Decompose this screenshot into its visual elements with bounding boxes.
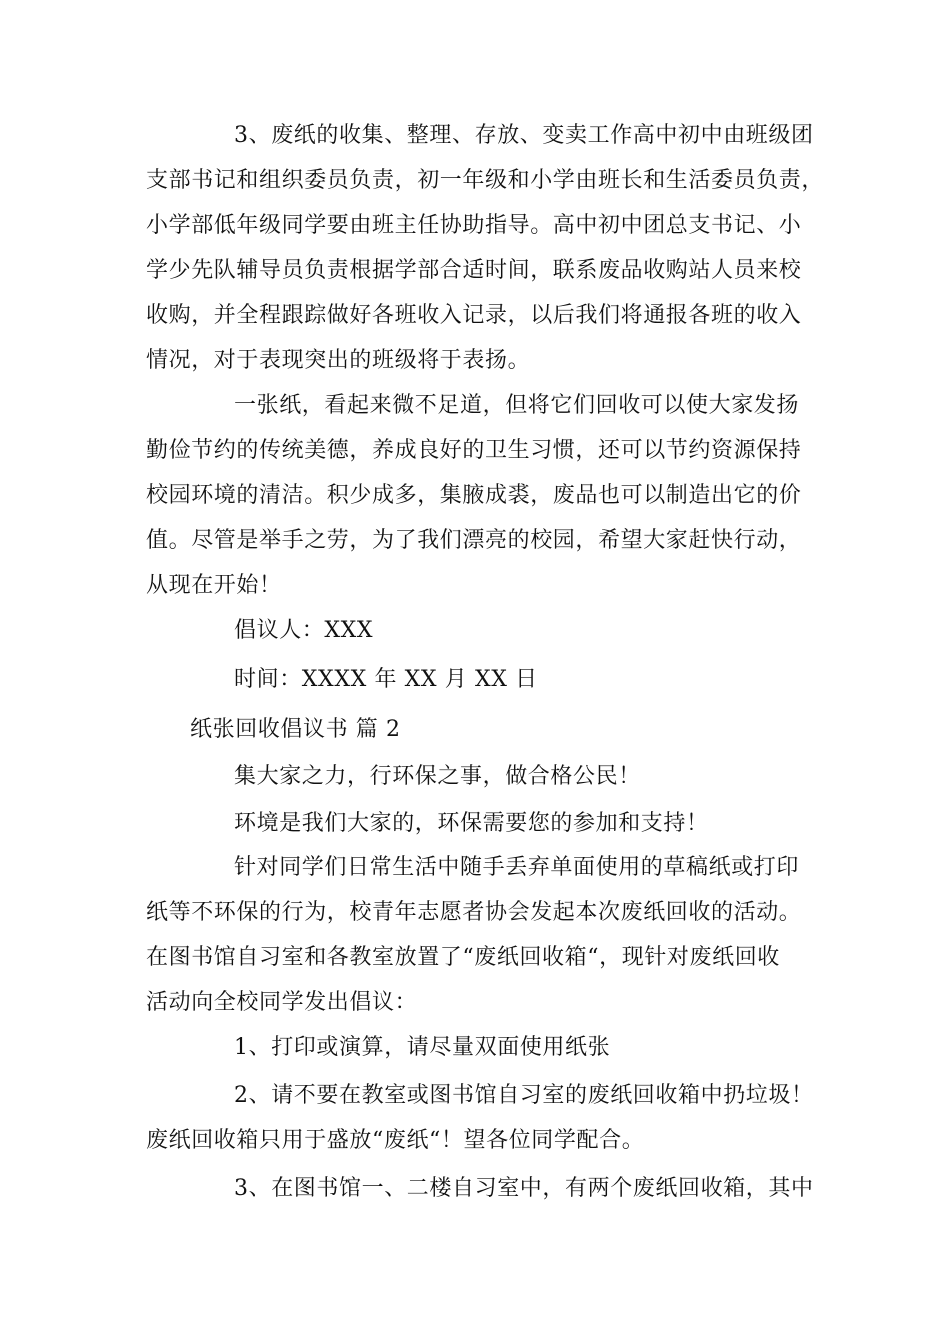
- paragraph-line: 在图书馆自习室和各教室放置了“废纸回收箱“，现针对废纸回收: [146, 945, 780, 970]
- paragraph-line: 勤俭节约的传统美德，养成良好的卫生习惯，还可以节约资源保持: [146, 438, 802, 463]
- proposer-line: 倡议人：XXX: [234, 618, 374, 643]
- list-item: 1、打印或演算，请尽量双面使用纸张: [234, 1035, 611, 1060]
- list-item: 2、请不要在教室或图书馆自习室的废纸回收箱中扔垃圾！: [234, 1083, 814, 1108]
- paragraph-line: 收购，并全程跟踪做好各班收入记录，以后我们将通报各班的收入: [146, 303, 802, 328]
- slogan-line: 环境是我们大家的，环保需要您的参加和支持！: [234, 811, 709, 836]
- section-heading: 纸张回收倡议书 篇 2: [190, 717, 401, 742]
- paragraph-line: 一张纸，看起来微不足道，但将它们回收可以使大家发扬: [234, 393, 800, 418]
- paragraph-line: 支部书记和组织委员负责，初一年级和小学由班长和生活委员负责，: [146, 168, 825, 193]
- paragraph-line: 值。尽管是举手之劳，为了我们漂亮的校园，希望大家赶快行动，: [146, 528, 802, 553]
- paragraph-line: 校园环境的清洁。积少成多，集腋成裘，废品也可以制造出它的价: [146, 483, 802, 508]
- paragraph-line: 3、废纸的收集、整理、存放、变卖工作高中初中由班级团: [234, 123, 814, 148]
- date-line: 时间：XXXX 年 XX 月 XX 日: [234, 667, 538, 692]
- list-item: 3、在图书馆一、二楼自习室中，有两个废纸回收箱，其中: [234, 1176, 814, 1201]
- paragraph-line: 学少先队辅导员负责根据学部合适时间，联系废品收购站人员来校: [146, 258, 802, 283]
- paragraph-line: 针对同学们日常生活中随手丢弃单面使用的草稿纸或打印: [234, 855, 800, 880]
- paragraph-line: 情况，对于表现突出的班级将于表扬。: [146, 348, 531, 373]
- slogan-line: 集大家之力，行环保之事，做合格公民！: [234, 764, 641, 789]
- list-item-continuation: 废纸回收箱只用于盛放“废纸“！望各位同学配合。: [146, 1128, 645, 1153]
- paragraph-line: 活动向全校同学发出倡议：: [146, 990, 418, 1015]
- paragraph-line: 小学部低年级同学要由班主任协助指导。高中初中团总支书记、小: [146, 213, 802, 238]
- paragraph-line: 纸等不环保的行为，校青年志愿者协会发起本次废纸回收的活动。: [146, 900, 802, 925]
- paragraph-line: 从现在开始！: [146, 573, 282, 598]
